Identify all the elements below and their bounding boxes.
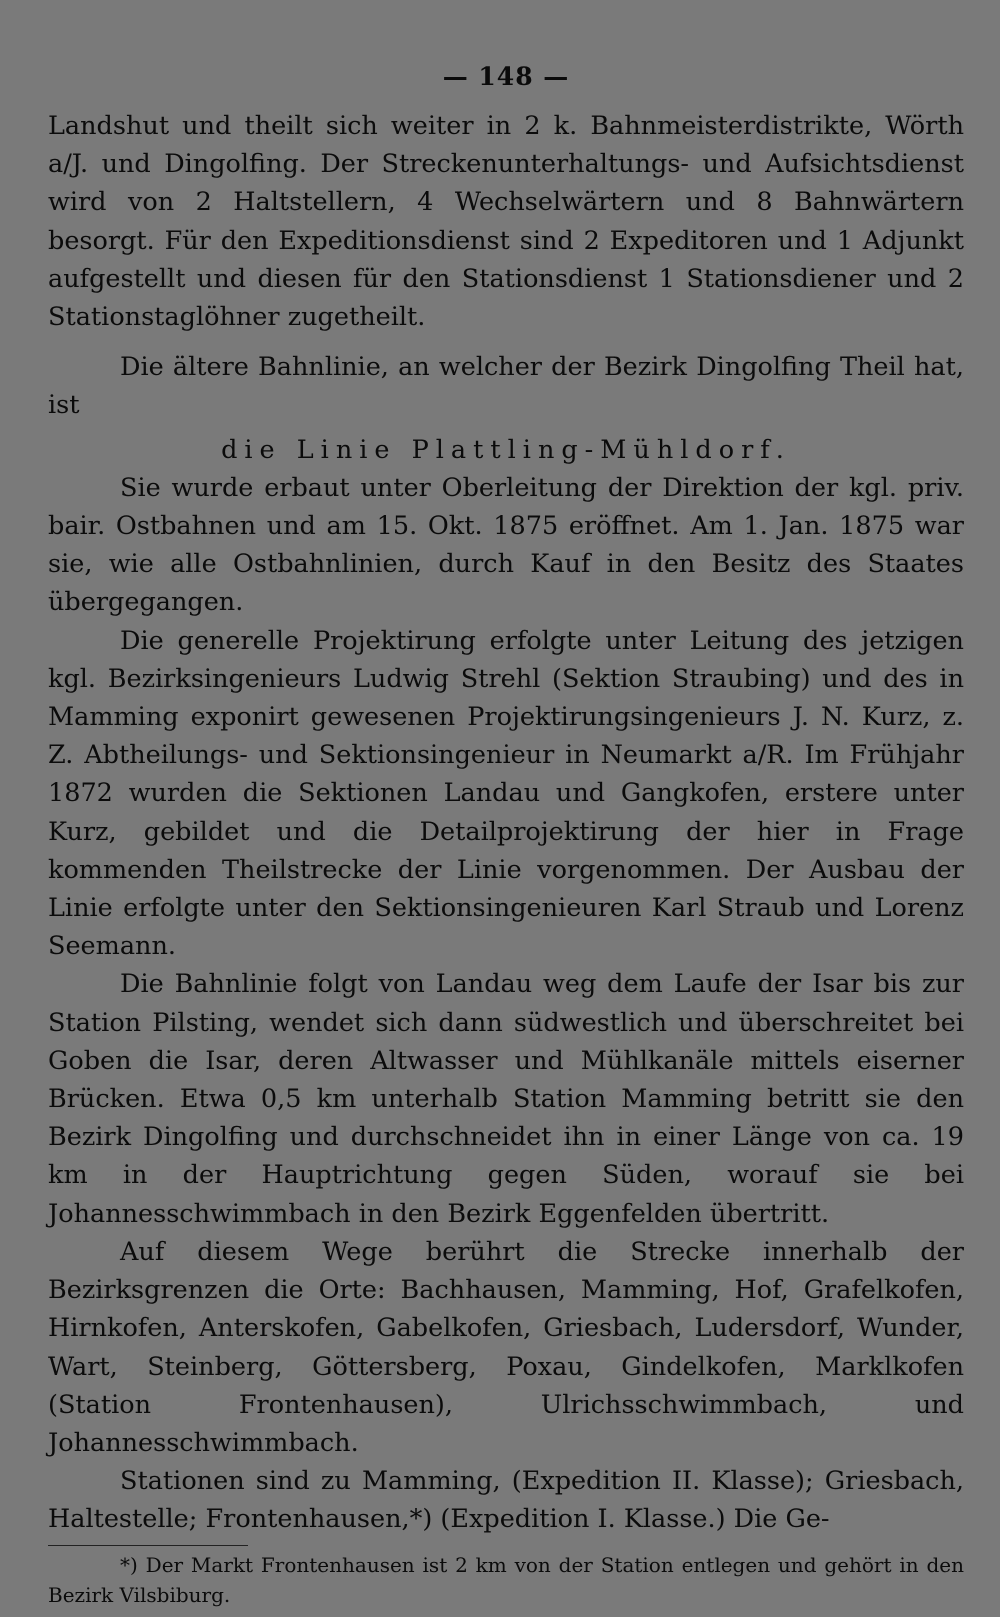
paragraph-7: Stationen sind zu Mamming, (Expedition II. Klasse); Griesbach, Haltestelle; Frontenhausen,*) (Expedition I. Klasse.) Die Ge-	[48, 1466, 964, 1535]
page-number: — 148 —	[442, 62, 570, 91]
paragraph-2: Die ältere Bahnlinie, an welcher der Bezirk Dingolfing Theil hat, ist	[48, 352, 964, 421]
footnote-divider	[48, 1545, 248, 1546]
paragraph-6: Auf diesem Wege berührt die Strecke innerhalb der Bezirksgrenzen die Orte: Bachhausen, Mamming, Hof, Grafelkofen, Hirnkofen, Anterskofen, Gabelkofen, Griesbach, Ludersdorf, Wunder, Wart, Steinberg, Göttersberg, Poxau, Gindelkofen, Marklkofen (Station Frontenhausen), Ulrichsschwimmbach, und Johannesschwimmbach.	[48, 1236, 964, 1458]
paragraph-4: Die generelle Projektirung erfolgte unter Leitung des jetzigen kgl. Bezirksingenieurs Ludwig Strehl (Sektion Straubing) und des in Mamming exponirt gewesenen Projektirungsingenieurs J. N. Kurz, z. Z. Abtheilungs- und Sektionsingenieur in Neumarkt a/R. Im Frühjahr 1872 wurden die Sektionen Landau und Gangkofen, erstere unter Kurz, gebildet und die Detailprojektirung der hier in Frage kommenden Theilstrecke der Linie vorgenommen. Der Ausbau der Linie erfolgte unter den Sektionsingenieuren Karl Straub und Lorenz Seemann.	[48, 625, 964, 962]
paragraph-5: Die Bahnlinie folgt von Landau weg dem Laufe der Isar bis zur Station Pilsting, wendet sich dann südwestlich und überschreitet bei Goben die Isar, deren Altwasser und Mühlkanäle mittels eiserner Brücken. Etwa 0,5 km unterhalb Station Mamming betritt sie den Bezirk Dingolfing und durchschneidet ihn in einer Länge von ca. 19 km in der Hauptrichtung gegen Süden, worauf sie bei Johannesschwimmbach in den Bezirk Eggenfelden übertritt.	[48, 969, 964, 1229]
paragraph-1: Landshut und theilt sich weiter in 2 k. Bahnmeisterdistrikte, Wörth a/J. und Dingolfing. Der Streckenunterhaltungs- und Aufsichtsdienst wird von 2 Haltstellern, 4 Wechselwärtern und 8 Bahnwärtern besorgt. Für den Expeditionsdienst sind 2 Expeditoren und 1 Adjunkt aufgestellt und diesen für den Stationsdienst 1 Stationsdiener und 2 Stationstaglöhner zugetheilt.	[48, 111, 964, 333]
paragraph-3: Sie wurde erbaut unter Oberleitung der Direktion der kgl. priv. bair. Ostbahnen und am 15. Okt. 1875 eröffnet. Am 1. Jan. 1875 war sie, wie alle Ostbahnlinien, durch Kauf in den Besitz des Staates übergegangen.	[48, 472, 964, 618]
section-heading: die Linie Plattling-Mühldorf.	[221, 434, 791, 465]
footnote: *) Der Markt Frontenhausen ist 2 km von der Station entlegen und gehört in den Bezirk Vilsbiburg.	[48, 1552, 964, 1607]
